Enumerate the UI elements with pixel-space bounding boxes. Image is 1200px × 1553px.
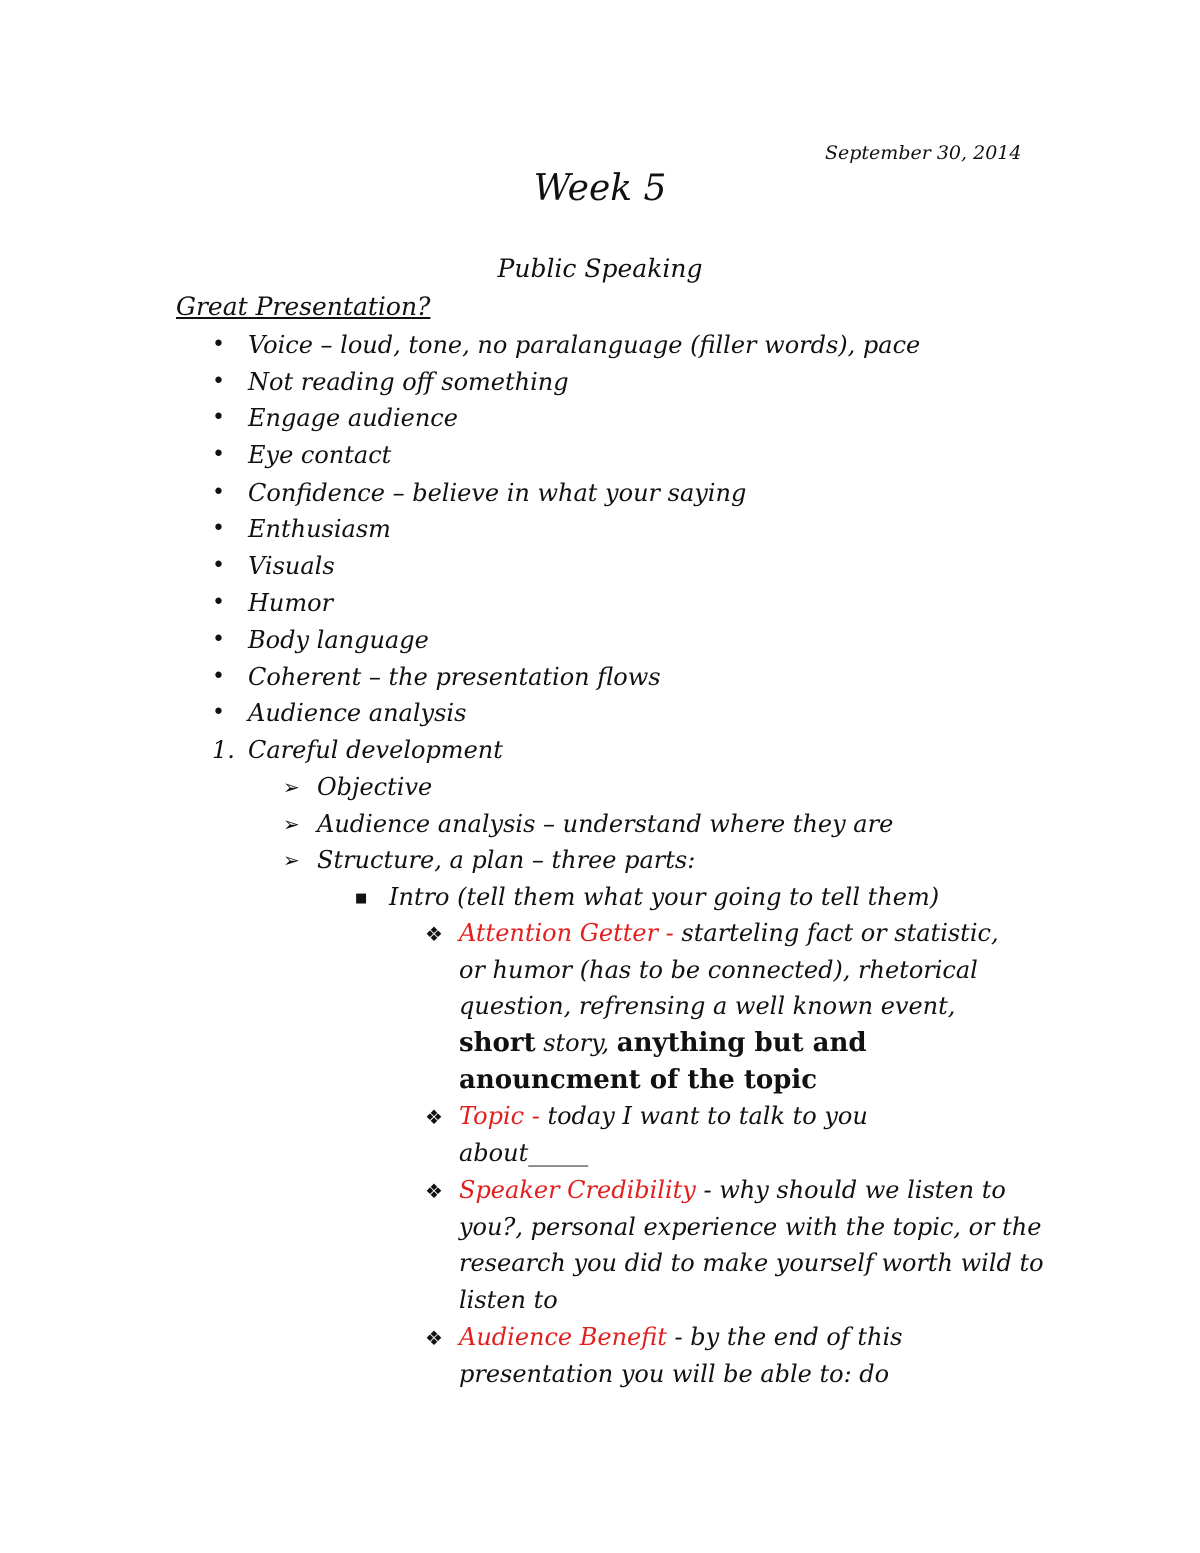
page-title: Week 5: [533, 168, 667, 209]
arrow-bullet-icon: ➢: [283, 848, 300, 872]
section-heading: Great Presentation?: [176, 292, 431, 321]
bullet-dot-icon: •: [212, 590, 225, 615]
diamond-bullet-icon: ❖: [425, 922, 443, 946]
bullet-dot-icon: •: [212, 405, 225, 430]
bullet-dot-icon: •: [212, 369, 225, 394]
page-subtitle: Public Speaking: [497, 254, 703, 283]
square-bullet-icon: ■: [355, 891, 368, 906]
bullet-dot-icon: •: [212, 480, 225, 505]
bullet-dot-icon: •: [212, 627, 225, 652]
arrow-bullet-icon: ➢: [283, 775, 300, 799]
bullet-dot-icon: •: [212, 553, 225, 578]
audience-benefit-text: Audience Benefit - by the end of this presentation you will be able to: do: [459, 1323, 903, 1388]
bullet-dot-icon: •: [212, 516, 225, 541]
bullet-dot-icon: •: [212, 700, 225, 725]
document-page: September 30, 2014 Week 5 Public Speaking Great Presentation? • Voice – loud, tone, no paralanguage (filler words), pace • Not reading off something • Engage audience • Eye contact • Confidence – believe in what your saying • Enthusiasm • Visuals • Humor • Body language • Coherent – the presentation flows • Audience analysis 1. Careful development ➢ Objective ➢ Audience analysis – understand where they are ➢ Structure, a plan – three parts: ■ Intro (tell them what your going to tell them) ❖ Attention Getter - starteling fact or statistic, or humor (has to be connected), rhetorical question, refrensing a well known event, short story, anything but and anouncment of the topic ❖ Topic - today I want to talk to you about_____ ❖ Speaker Credibility - why should we listen to you?, personal experience with the topic, or the research you did to make yourself worth wild to listen to ❖ Audience Benefit - by the end of this presentation you will be able to: do: [0, 0, 1200, 1553]
bullet-dot-icon: •: [212, 332, 225, 357]
diamond-bullet-icon: ❖: [425, 1326, 443, 1350]
diamond-bullet-icon: ❖: [425, 1179, 443, 1203]
attention-getter-text: Attention Getter - starteling fact or statistic, or humor (has to be connected), rhetorical question, refrensing a well known event, short story, anything but and anouncment of the topic: [459, 919, 999, 1095]
document-date: September 30, 2014: [825, 142, 1022, 164]
bullet-dot-icon: •: [212, 664, 225, 689]
speaker-credibility-text: Speaker Credibility - why should we listen to you?, personal experience with the topic, or the research you did to make yourself worth wild to listen to: [459, 1176, 1044, 1315]
bullet-dot-icon: •: [212, 442, 225, 467]
arrow-bullet-icon: ➢: [283, 812, 300, 836]
diamond-bullet-icon: ❖: [425, 1105, 443, 1129]
topic-text: Topic - today I want to talk to you about_____: [459, 1102, 868, 1167]
